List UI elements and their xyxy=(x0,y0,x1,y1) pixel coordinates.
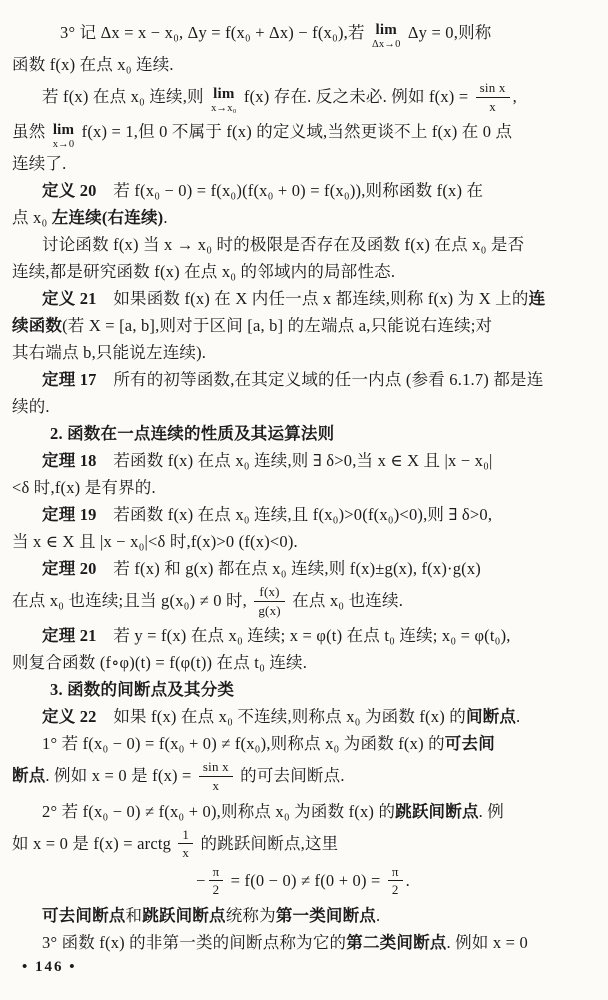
limit-notation: lim x→x₀ xyxy=(211,86,237,115)
text-run: . 例如 x = 0 是 f(x) = xyxy=(45,766,196,786)
emphasized-text: 定理 17 xyxy=(42,370,97,390)
text-run: f(x) = 1,但 0 不属于 f(x) 的定义域,当然更谈不上 f(x) 在 0 点 xyxy=(77,122,513,142)
text-line xyxy=(12,177,594,204)
emphasized-text: 可去间 xyxy=(444,734,495,754)
text-run: 在点 x₀ 也连续;且当 g(x₀) ≠ 0 时, xyxy=(12,591,252,610)
text-line xyxy=(12,622,594,649)
emphasized-text: 连 xyxy=(528,289,546,309)
fraction: $\frac{\text{sin x}}{x}$ xyxy=(199,759,233,793)
text-run: 点 x₀ xyxy=(12,208,52,228)
text-line xyxy=(12,420,594,447)
emphasized-text: 定理 20 xyxy=(42,559,97,579)
text-line xyxy=(12,730,594,757)
text-line xyxy=(12,929,594,956)
limit-notation: lim x→0 xyxy=(52,121,75,150)
text-run: 若 y = f(x) 在点 x₀ 连续; x = φ(t) 在点 t₀ 连续; x₀ = φ(t₀), xyxy=(96,626,511,646)
emphasized-text: 左连续(右连续) xyxy=(51,208,164,228)
emphasized-text: 可去间断点 xyxy=(42,905,126,925)
text-line xyxy=(12,760,594,794)
text-run: 若函数 f(x) 在点 x₀ 连续,则 ∃ δ>0,当 x ∈ X 且 |x − x₀| xyxy=(96,451,493,471)
text-run: − xyxy=(196,870,206,890)
emphasized-text: 断点 xyxy=(12,766,46,786)
text-run: , xyxy=(512,86,517,106)
text-run: 在点 x₀ 也连续. xyxy=(287,591,404,610)
text-run: 若 f(x) 在点 x₀ 连续,则 xyxy=(42,86,209,106)
text-line xyxy=(12,865,594,899)
emphasized-text: 定理 19 xyxy=(42,505,97,525)
text-line xyxy=(12,649,594,676)
text-line xyxy=(12,393,594,420)
emphasized-text: 跳跃间断点 xyxy=(395,801,479,821)
text-run: <δ 时,f(x) 是有界的. xyxy=(12,478,156,498)
text-run: . 例 xyxy=(478,801,505,821)
text-run: 如 x = 0 是 f(x) = arctg xyxy=(12,833,176,853)
text-line xyxy=(12,902,594,929)
text-run: . xyxy=(376,905,381,925)
emphasized-text: 定义 22 xyxy=(42,707,97,727)
text-line xyxy=(12,676,594,703)
text-line xyxy=(12,285,594,312)
emphasized-text: 续函数 xyxy=(12,316,63,336)
text-run: Δy = 0,则称 xyxy=(403,23,492,42)
text-run: 当 x ∈ X 且 |x − x₀|<δ 时,f(x)>0 (f(x)<0). xyxy=(12,532,298,552)
text-run: 若 f(x) 和 g(x) 都在点 x₀ 连续,则 f(x)±g(x), f(x)·g(x) xyxy=(96,559,481,579)
text-run: 2° 若 f(x₀ − 0) ≠ f(x₀ + 0),则称点 x₀ 为函数 f(x) 的 xyxy=(42,801,396,821)
text-run: 统称为 xyxy=(225,905,276,925)
text-line xyxy=(12,150,594,177)
text-line xyxy=(12,204,594,231)
text-line xyxy=(12,555,594,582)
fraction: $\frac{\pi}{2}$ xyxy=(209,864,224,898)
emphasized-text: 第一类间断点 xyxy=(275,905,377,925)
text-run: 续的. xyxy=(12,397,50,417)
text-run: (若 X = [a, b],则对于区间 [a, b] 的左端点 a,只能说右连续;对 xyxy=(62,316,493,336)
fraction: $\frac{\text{sin x}}{x}$ xyxy=(476,80,510,114)
text-run: 若 f(x₀ − 0) = f(x₀)(f(x₀ + 0) = f(x₀)),则称函数 f(x) 在 xyxy=(96,181,484,201)
text-run: 的跳跃间断点,这里 xyxy=(196,833,339,853)
text-run: . xyxy=(163,208,168,228)
text-run: 如果 f(x) 在点 x₀ 不连续,则称点 x₀ 为函数 f(x) 的 xyxy=(96,707,466,727)
text-run: 1° 若 f(x₀ − 0) = f(x₀ + 0) ≠ f(x₀),则称点 x₀ 为函数 f(x) 的 xyxy=(42,734,445,754)
emphasized-text: 3. 函数的间断点及其分类 xyxy=(50,680,235,700)
emphasized-text: 定义 21 xyxy=(42,289,97,309)
text-run: 讨论函数 f(x) 当 x → x₀ 时的极限是否存在及函数 f(x) 在点 x₀ 是否 xyxy=(42,235,525,255)
text-line xyxy=(12,231,594,258)
text-run: 和 xyxy=(125,905,143,925)
emphasized-text: 定理 21 xyxy=(42,626,97,646)
text-run: 连续了. xyxy=(12,154,67,174)
text-run: 虽然 xyxy=(12,122,50,142)
text-line xyxy=(12,312,594,339)
text-run: 若函数 f(x) 在点 x₀ 连续,且 f(x₀)>0(f(x₀)<0),则 ∃ δ>0, xyxy=(96,505,493,525)
limit-notation: lim Δx→0 xyxy=(371,22,401,51)
text-run: . 例如 x = 0 xyxy=(446,932,528,952)
text-run: . xyxy=(405,870,410,890)
text-run: 其右端点 b,只能说左连续). xyxy=(12,343,207,363)
text-line xyxy=(12,828,594,862)
text-line xyxy=(12,703,594,730)
emphasized-text: 定理 18 xyxy=(42,451,97,471)
emphasized-text: 第二类间断点 xyxy=(346,932,447,952)
text-line xyxy=(12,81,594,115)
text-line xyxy=(12,528,594,555)
fraction: $\frac{\pi}{2}$ xyxy=(388,864,403,898)
emphasized-text: 2. 函数在一点连续的性质及其运算法则 xyxy=(50,424,335,444)
text-run: . xyxy=(516,707,521,727)
fraction: $\frac{f(x)}{g(x)}$ xyxy=(254,584,284,618)
page-body xyxy=(12,19,594,956)
text-line xyxy=(12,19,594,51)
text-line xyxy=(12,447,594,474)
text-run: 函数 f(x) 在点 x₀ 连续. xyxy=(12,54,174,74)
emphasized-text: 跳跃间断点 xyxy=(142,905,226,925)
emphasized-text: 间断点 xyxy=(465,707,517,727)
text-run: 3° 函数 f(x) 的非第一类的间断点称为它的 xyxy=(42,932,347,952)
text-line xyxy=(12,798,594,825)
text-run: 所有的初等函数,在其定义域的任一内点 (参看 6.1.7) 都是连 xyxy=(96,370,544,390)
emphasized-text: 定义 20 xyxy=(42,181,97,201)
text-run: 3° 记 Δx = x − x₀, Δy = f(x₀ + Δx) − f(x₀),若 xyxy=(60,23,369,42)
text-line xyxy=(12,501,594,528)
text-line xyxy=(12,474,594,501)
text-line xyxy=(12,258,594,285)
text-line xyxy=(12,118,594,150)
text-run: = f(0 − 0) ≠ f(0 + 0) = xyxy=(226,870,385,890)
page-number: • 146 • xyxy=(22,959,77,975)
text-line xyxy=(12,339,594,366)
text-run: 则复合函数 (f∘φ)(t) = f(φ(t)) 在点 t₀ 连续. xyxy=(12,653,308,673)
text-run: 的可去间断点. xyxy=(235,766,345,786)
text-line xyxy=(12,366,594,393)
text-run: 如果函数 f(x) 在 X 内任一点 x 都连续,则称 f(x) 为 X 上的 xyxy=(96,289,529,309)
text-line xyxy=(12,51,594,78)
text-run: 连续,都是研究函数 f(x) 在点 x₀ 的邻域内的局部性态. xyxy=(12,262,396,282)
text-run: f(x) 存在. 反之未必. 例如 f(x) = xyxy=(239,86,473,106)
fraction: $\frac{1}{x}$ xyxy=(178,827,193,861)
text-line xyxy=(12,585,594,619)
